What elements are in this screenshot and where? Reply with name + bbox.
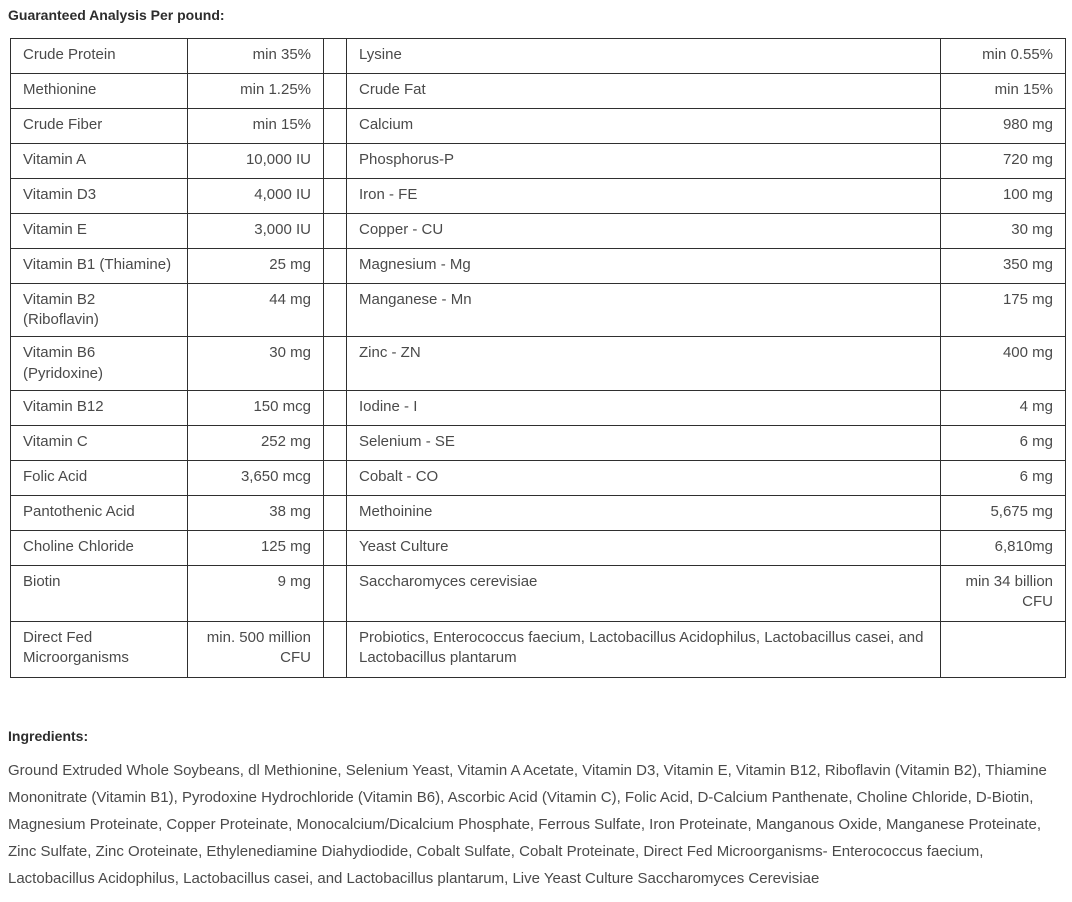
- table-row: [11, 337, 1066, 391]
- spacer-cell: [324, 495, 347, 530]
- nutrient-value-cell: min 35%: [188, 38, 324, 73]
- ingredients-heading: Ingredients:: [8, 727, 89, 744]
- table-row: [11, 460, 1066, 495]
- spacer-cell: [324, 460, 347, 495]
- nutrient-value-cell: 10,000 IU: [188, 143, 324, 178]
- spacer-cell: [324, 621, 347, 677]
- nutrient-value-cell: 100 mg: [941, 178, 1066, 213]
- spacer-cell: [324, 143, 347, 178]
- spacer-cell: [324, 73, 347, 108]
- table-row: [11, 530, 1066, 565]
- nutrient-name-cell: Yeast Culture: [347, 530, 941, 565]
- nutrient-value-cell: 25 mg: [188, 248, 324, 283]
- table-row: [11, 425, 1066, 460]
- nutrient-value-cell: 150 mcg: [188, 390, 324, 425]
- nutrient-name-cell: Crude Protein: [11, 38, 188, 73]
- nutrient-name-cell: Copper - CU: [347, 213, 941, 248]
- guaranteed-analysis-heading: Guaranteed Analysis Per pound:: [8, 7, 225, 23]
- spacer-cell: [324, 565, 347, 621]
- nutrient-name-cell: Iron - FE: [347, 178, 941, 213]
- nutrient-name-cell: Methoinine: [347, 495, 941, 530]
- nutrient-value-cell: min 15%: [941, 73, 1066, 108]
- nutrient-value-cell: 38 mg: [188, 495, 324, 530]
- nutrient-value-cell: 175 mg: [941, 283, 1066, 337]
- nutrient-name-cell: Vitamin B12: [11, 390, 188, 425]
- table-row: [11, 390, 1066, 425]
- table-row: [11, 213, 1066, 248]
- nutrient-value-cell: 252 mg: [188, 425, 324, 460]
- spacer-cell: [324, 108, 347, 143]
- spacer-cell: [324, 178, 347, 213]
- nutrient-name-cell: Vitamin B2 (Riboflavin): [11, 283, 188, 337]
- nutrient-value-cell: 5,675 mg: [941, 495, 1066, 530]
- spacer-cell: [324, 213, 347, 248]
- nutrient-name-cell: Vitamin E: [11, 213, 188, 248]
- nutrient-name-cell: Saccharomyces cerevisiae: [347, 565, 941, 621]
- nutrient-name-cell: Direct Fed Microorganisms: [11, 621, 188, 677]
- nutrient-name-cell: Vitamin B1 (Thiamine): [11, 248, 188, 283]
- table-row: [11, 73, 1066, 108]
- nutrient-value-cell: 4 mg: [941, 390, 1066, 425]
- nutrient-name-cell: Manganese - Mn: [347, 283, 941, 337]
- nutrient-name-cell: Magnesium - Mg: [347, 248, 941, 283]
- spacer-cell: [324, 530, 347, 565]
- table-row: [11, 283, 1066, 337]
- table-row: [11, 495, 1066, 530]
- analysis-table-body: [11, 38, 1066, 677]
- nutrient-name-cell: Probiotics, Enterococcus faecium, Lactobacillus Acidophilus, Lactobacillus casei, and Lactobacillus plantarum: [347, 621, 941, 677]
- nutrient-value-cell: 30 mg: [188, 337, 324, 391]
- nutrient-name-cell: Vitamin A: [11, 143, 188, 178]
- nutrient-value-cell: 980 mg: [941, 108, 1066, 143]
- nutrient-name-cell: Cobalt - CO: [347, 460, 941, 495]
- spacer-cell: [324, 283, 347, 337]
- nutrient-name-cell: Vitamin B6 (Pyridoxine): [11, 337, 188, 391]
- nutrient-name-cell: Folic Acid: [11, 460, 188, 495]
- nutrient-name-cell: Pantothenic Acid: [11, 495, 188, 530]
- nutrient-value-cell: min 1.25%: [188, 73, 324, 108]
- table-row: [11, 143, 1066, 178]
- nutrient-value-cell: min. 500 million CFU: [188, 621, 324, 677]
- ingredients-text: Ground Extruded Whole Soybeans, dl Methionine, Selenium Yeast, Vitamin A Acetate, Vitamin D3, Vitamin E, Vitamin B12, Riboflavin (Vitamin B2), Thiamine Mononitrate (Vitamin B1), Pyrodoxine Hydrochloride (Vitamin B6), Ascorbic Acid (Vitamin C), Folic Acid, D-Calcium Panthenate, Choline Chloride, D-Biotin, Magnesium Proteinate, Copper Proteinate, Monocalcium/Dicalcium Phosphate, Ferrous Sulfate, Iron Proteinate, Manganous Oxide, Manganese Proteinate, Zinc Sulfate, Zinc Oroteinate, Ethylenediamine Diahydiodide, Cobalt Sulfate, Cobalt Proteinate, Direct Fed Microorganisms- Enterococcus faecium, Lactobacillus Acidophilus, Lactobacillus casei, and Lactobacillus plantarum, Live Yeast Culture Saccharomyces Cerevisiae: [8, 761, 1047, 887]
- nutrient-value-cell: 125 mg: [188, 530, 324, 565]
- nutrient-value-cell: min 34 billion CFU: [941, 565, 1066, 621]
- nutrient-name-cell: Crude Fiber: [11, 108, 188, 143]
- nutrient-value-cell: 4,000 IU: [188, 178, 324, 213]
- table-row: [11, 38, 1066, 73]
- table-row: [11, 178, 1066, 213]
- nutrient-value-cell: min 15%: [188, 108, 324, 143]
- table-row: [11, 621, 1066, 677]
- nutrient-name-cell: Zinc - ZN: [347, 337, 941, 391]
- nutrient-value-cell: 30 mg: [941, 213, 1066, 248]
- nutrient-value-cell: 9 mg: [188, 565, 324, 621]
- nutrient-name-cell: Crude Fat: [347, 73, 941, 108]
- nutrient-value-cell: 6,810mg: [941, 530, 1066, 565]
- nutrient-name-cell: Biotin: [11, 565, 188, 621]
- nutrient-name-cell: Selenium - SE: [347, 425, 941, 460]
- nutrient-value-cell: 3,000 IU: [188, 213, 324, 248]
- nutrient-value-cell: 720 mg: [941, 143, 1066, 178]
- nutrient-value-cell: 3,650 mcg: [188, 460, 324, 495]
- nutrient-name-cell: Calcium: [347, 108, 941, 143]
- nutrient-name-cell: Vitamin C: [11, 425, 188, 460]
- nutrient-name-cell: Iodine - I: [347, 390, 941, 425]
- spacer-cell: [324, 390, 347, 425]
- nutrient-name-cell: Vitamin D3: [11, 178, 188, 213]
- spacer-cell: [324, 337, 347, 391]
- spacer-cell: [324, 38, 347, 73]
- nutrient-value-cell: 6 mg: [941, 425, 1066, 460]
- nutrient-value-cell: [941, 621, 1066, 677]
- nutrient-value-cell: min 0.55%: [941, 38, 1066, 73]
- nutrient-value-cell: 400 mg: [941, 337, 1066, 391]
- table-row: [11, 108, 1066, 143]
- nutrient-value-cell: 6 mg: [941, 460, 1066, 495]
- nutrient-value-cell: 44 mg: [188, 283, 324, 337]
- nutrient-value-cell: 350 mg: [941, 248, 1066, 283]
- nutrient-name-cell: Lysine: [347, 38, 941, 73]
- nutrient-name-cell: Phosphorus-P: [347, 143, 941, 178]
- nutrient-name-cell: Methionine: [11, 73, 188, 108]
- spacer-cell: [324, 425, 347, 460]
- guaranteed-analysis-table: [10, 38, 1066, 678]
- table-row: [11, 248, 1066, 283]
- nutrient-name-cell: Choline Chloride: [11, 530, 188, 565]
- spacer-cell: [324, 248, 347, 283]
- table-row: [11, 565, 1066, 621]
